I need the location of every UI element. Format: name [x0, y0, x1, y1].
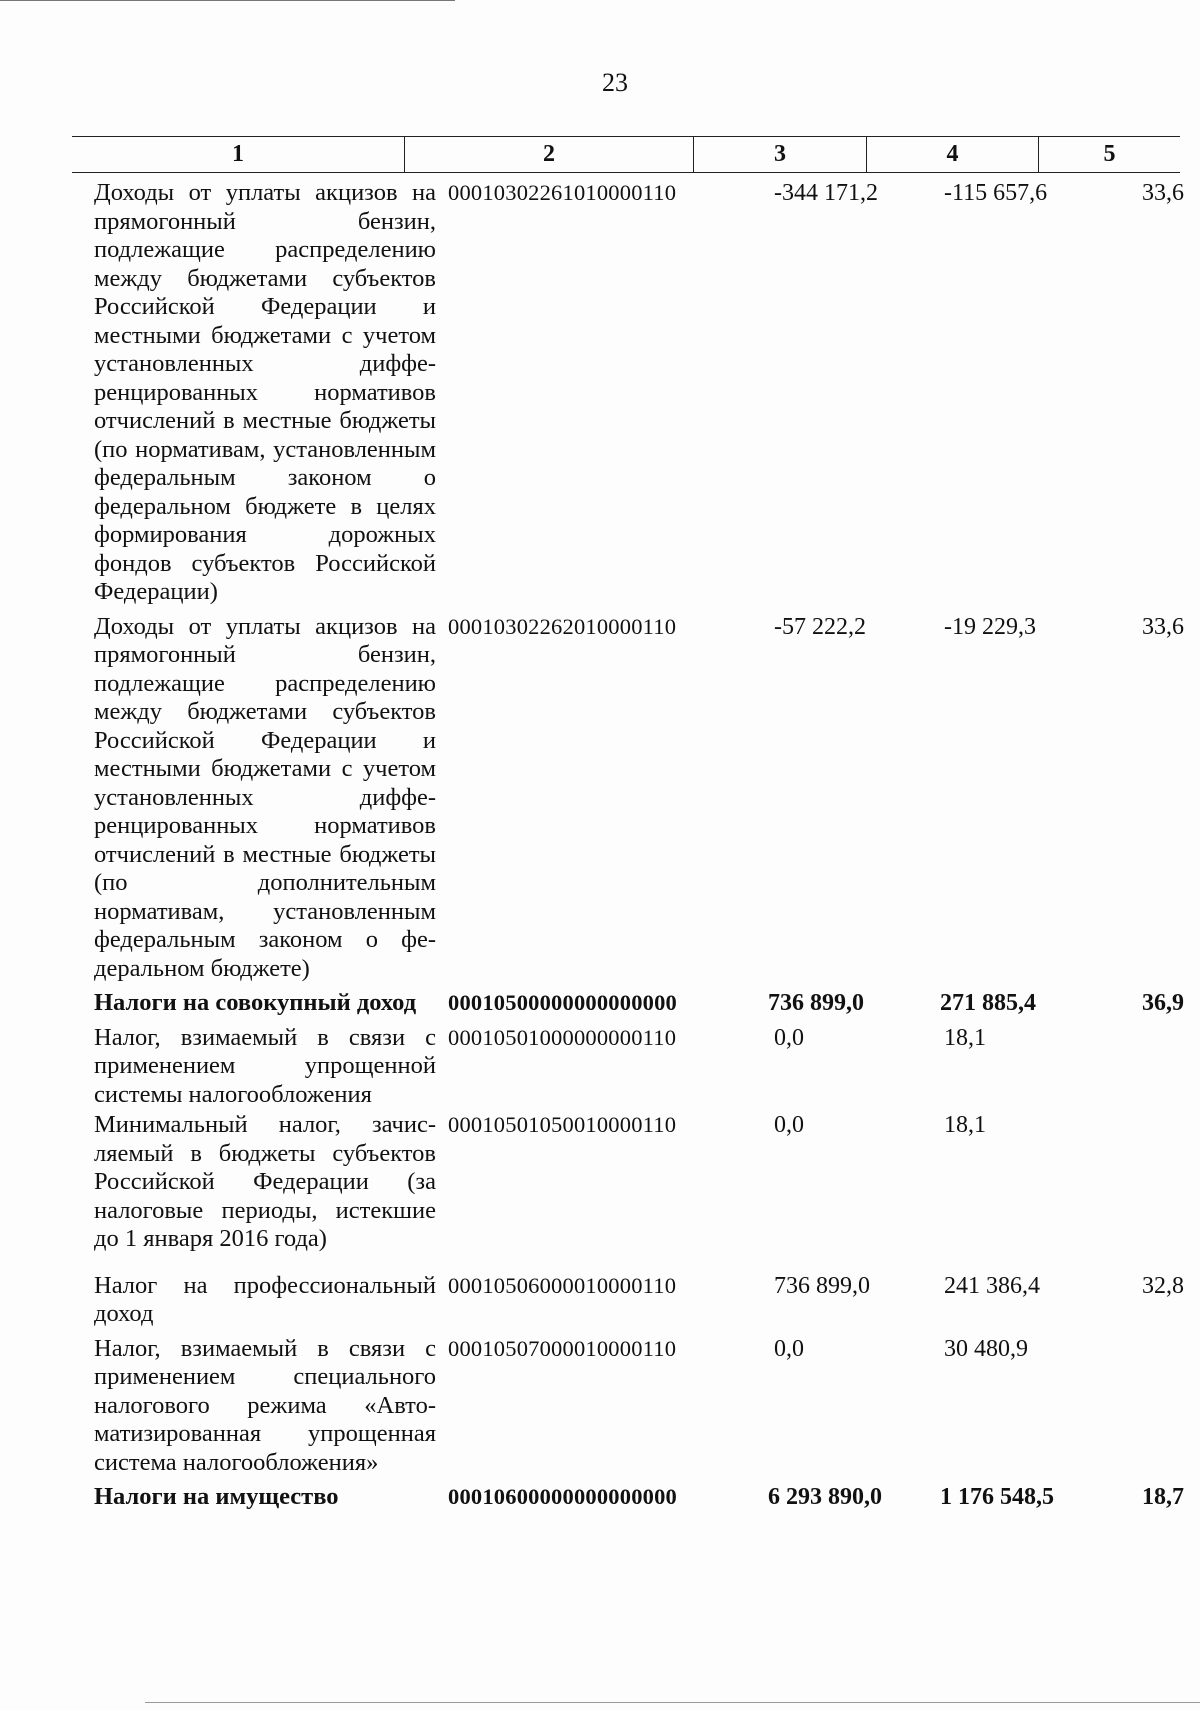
revenue-name-cell: Доходы от уплаты акцизов на прямогонный бензин, подлежащие распределению между бюджетами субъектов Российской Федерации и местными бюджетами с учетом установленных дифференцированных нормативов отчислений в местные бюджеты (по нормативам, установленным федеральным законом о федеральном бюджете в целях формирования дорожных фондов субъектов Российской Федерации)	[94, 179, 436, 605]
revenue-table	[72, 136, 1184, 1512]
budget-code-cell: 00010500000000000000	[448, 990, 677, 1015]
column-3-value-cell: -57 222,2	[774, 613, 866, 640]
revenue-name-cell: Минимальный налог, зачисляемый в бюджеты субъектов Российской Федерации (за налоговые периоды, истекшие до 1 января 2016 года)	[94, 1111, 436, 1252]
budget-code-cell: 00010501000000000110	[448, 1024, 677, 1050]
revenue-name-cell: Налог, взимаемый в связи с применением упрощенной системы налогообложения	[94, 1023, 436, 1108]
column-5-value-cell	[1068, 1335, 1200, 1478]
column-header-5: 5	[1038, 137, 1180, 172]
column-header-3: 3	[693, 137, 866, 172]
budget-code-cell: 00010600000000000000	[448, 1484, 677, 1509]
column-4-value-cell: -19 229,3	[944, 613, 1036, 640]
revenue-name-cell: Доходы от уплаты акцизов на прямогонный бензин, подлежащие распределению между бюджетами субъектов Российской Федерации и местными бюджетами с учетом установленных дифференцированных нормативов отчислений в местные бюджеты (по дополнительным нормативам, установленным федеральным законом о федеральном бюджете)	[94, 612, 436, 982]
budget-code-cell: 00010507000010000110	[448, 1335, 677, 1361]
bottom-scan-rule	[145, 1702, 1200, 1703]
column-4-value-cell: 18,1	[944, 1112, 986, 1138]
table-row	[72, 1335, 1180, 1478]
column-header-4: 4	[866, 137, 1038, 172]
budget-code-cell: 00010506000010000110	[448, 1272, 677, 1298]
column-3-value-cell: 6 293 890,0	[768, 1484, 882, 1510]
column-5-value-cell: 33,6	[1142, 613, 1184, 640]
table-row	[72, 1024, 1180, 1110]
column-3-value-cell: 736 899,0	[768, 990, 864, 1016]
column-3-value-cell: -344 171,2	[774, 180, 878, 206]
top-scan-rule	[0, 0, 455, 1]
column-5-value-cell: 32,8	[1142, 1272, 1184, 1299]
column-5-value-cell: 33,6	[1142, 180, 1184, 206]
table-row	[72, 1111, 1180, 1254]
column-5-value-cell: 36,9	[1142, 990, 1184, 1016]
column-header-2: 2	[404, 137, 693, 172]
table-row	[72, 612, 1184, 984]
table-row	[72, 1271, 1184, 1329]
column-4-value-cell: -115 657,6	[944, 180, 1048, 206]
table-row	[72, 1483, 1184, 1512]
column-4-value-cell: 18,1	[944, 1024, 986, 1051]
table-row	[72, 179, 1184, 607]
budget-code-cell: 00010302262010000110	[448, 613, 677, 639]
revenue-name-cell: Налоги на имущество	[94, 1483, 339, 1510]
table-body	[72, 179, 1184, 1512]
column-4-value-cell: 1 176 548,5	[940, 1484, 1054, 1510]
budget-code-cell: 00010302261010000110	[448, 180, 677, 205]
column-5-value-cell	[1068, 1024, 1200, 1110]
revenue-name-cell: Налоги на совокупный доход	[94, 989, 417, 1016]
revenue-name-cell: Налог на профессиональный доход	[94, 1271, 436, 1327]
column-header-1: 1	[232, 141, 244, 167]
column-3-value-cell: 0,0	[774, 1335, 804, 1362]
table-header-row	[72, 136, 1180, 173]
column-5-value-cell: 18,7	[1142, 1484, 1184, 1510]
column-4-value-cell: 241 386,4	[944, 1272, 1040, 1299]
column-3-value-cell: 736 899,0	[774, 1272, 870, 1299]
column-4-value-cell: 271 885,4	[940, 990, 1036, 1016]
column-3-value-cell: 0,0	[774, 1112, 804, 1138]
revenue-name-cell: Налог, взимаемый в связи с применением специального налогового режима «Автоматизированная упрощенная система налогообложения»	[94, 1334, 436, 1476]
table-row	[72, 989, 1184, 1018]
page-number: 23	[602, 68, 628, 97]
budget-code-cell: 00010501050010000110	[448, 1112, 677, 1137]
column-3-value-cell: 0,0	[774, 1024, 804, 1051]
column-4-value-cell: 30 480,9	[944, 1335, 1028, 1362]
column-5-value-cell	[1068, 1111, 1200, 1254]
